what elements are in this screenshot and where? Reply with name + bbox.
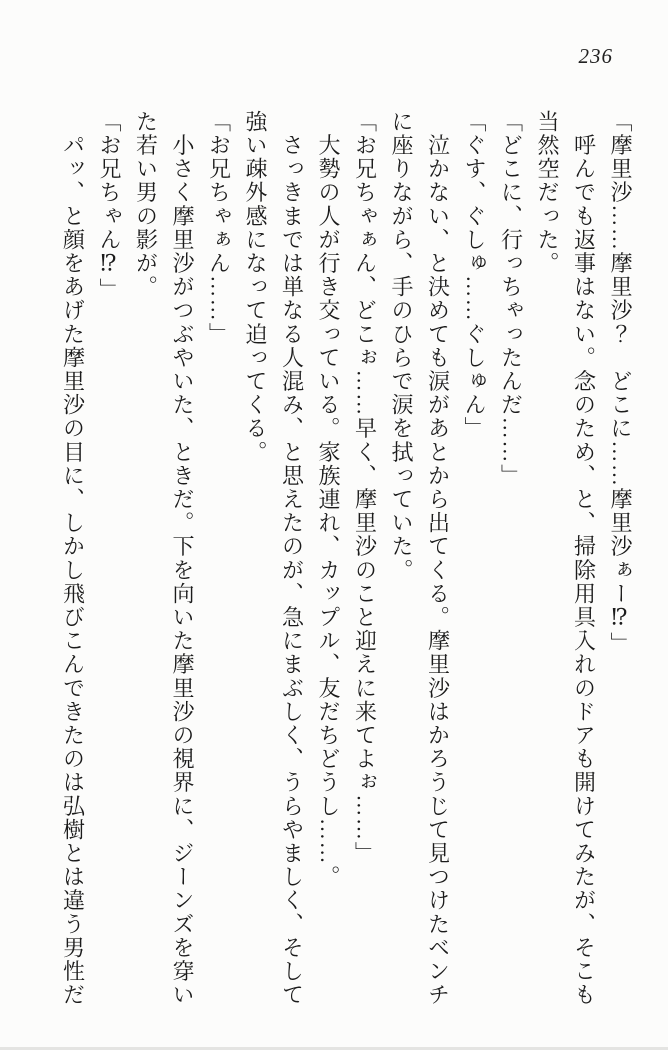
text-line: た若い男の影が。	[133, 110, 159, 299]
text-line: 当然空だった。	[535, 110, 560, 276]
text-line: 呼んでも返事はない。念のため、と、掃除用具入れのドアも開けてみたが、そこも	[571, 110, 597, 1007]
text-line: 小さく摩里沙がつぶやいた、ときだ。下を向いた摩里沙の視界に、ジーンズを穿い	[170, 110, 195, 1007]
text-line: 「お兄ちゃぁん……」	[206, 110, 232, 346]
text-line: 「お兄ちゃん⁉」	[97, 110, 122, 302]
text-line: 「お兄ちゃぁん、どこぉ……早く、摩里沙のこと迎えに来てよぉ……」	[352, 110, 378, 866]
text-line: に座りながら、手のひらで涙を拭っていた。	[389, 110, 414, 582]
text-line: 大勢の人が行き交っている。家族連れ、カップル、友だちどうし……。	[316, 110, 341, 889]
text-line: さっきまでは単なる人混み、と思えたのが、急にまぶしく、うらやましく、そして	[279, 110, 305, 1007]
page-number: 236	[578, 44, 613, 68]
text-line: 「ぐす、ぐしゅ……ぐしゅん」	[462, 110, 487, 441]
novel-text-block	[54, 110, 638, 1014]
text-line: 強い疎外感になって迫ってくる。	[243, 110, 268, 464]
text-line: 「摩里沙……摩里沙？ どこに……摩里沙ぁー⁉」	[608, 110, 633, 656]
text-line: 「どこに、行っちゃったんだ……」	[498, 110, 524, 488]
text-line: 泣かない、と決めても涙があとから出てくる。摩里沙はかろうじて見つけたベンチ	[425, 110, 451, 1007]
text-line: パッ、と顔をあげた摩里沙の目に、しかし飛びこんできたのは弘樹とは違う男性だ	[60, 110, 86, 1007]
